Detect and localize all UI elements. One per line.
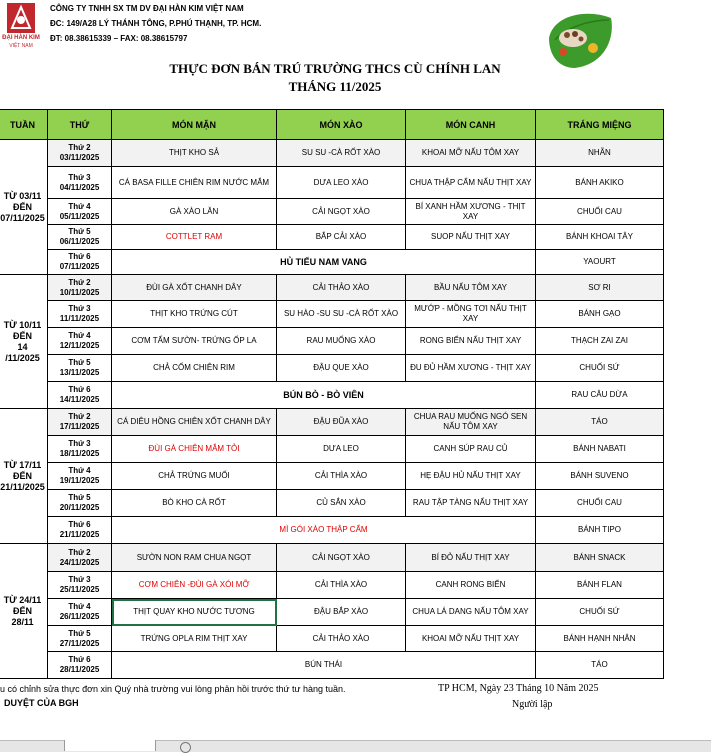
week-label: 21/11/2025 xyxy=(0,481,45,492)
table-row xyxy=(0,517,664,544)
soup-cell[interactable]: CANH SÚP RAU CỦ xyxy=(406,436,536,463)
dessert-cell[interactable]: TÁO xyxy=(536,409,664,436)
main-dish-cell[interactable]: THỊT KHO TRỨNG CÚT xyxy=(112,301,277,328)
day-cell[interactable]: Thứ 3 25/11/2025 xyxy=(48,572,112,599)
sheet-tab-bar xyxy=(0,740,711,752)
week-cell[interactable] xyxy=(0,140,48,275)
soup-cell[interactable]: CHUA LÁ DANG NẤU TÔM XAY xyxy=(406,599,536,626)
dessert-cell[interactable]: BÁNH SUVENO xyxy=(536,463,664,490)
col-header-dessert[interactable]: TRÁNG MIỆNG xyxy=(536,110,664,140)
dessert-cell[interactable]: BÁNH AKIKO xyxy=(536,167,664,199)
dessert-cell[interactable]: CHUỐI CAU xyxy=(536,490,664,517)
table-row xyxy=(0,275,664,301)
stirfry-cell[interactable]: CẢI NGỌT XÀO xyxy=(277,199,406,225)
stirfry-cell[interactable]: ĐẬU ĐŨA XÀO xyxy=(277,409,406,436)
table-row xyxy=(0,652,664,679)
day-cell[interactable]: Thứ 5 06/11/2025 xyxy=(48,225,112,250)
place-date: TP HCM, Ngày 23 Tháng 10 Năm 2025 xyxy=(438,683,599,694)
page-title: THỰC ĐƠN BÁN TRÚ TRƯỜNG THCS CÙ CHÍNH LAN xyxy=(169,61,501,76)
soup-cell[interactable]: CHUA THẬP CẨM NẤU THỊT XAY xyxy=(406,167,536,199)
page-subtitle: THÁNG 11/2025 xyxy=(288,79,382,94)
day-cell[interactable]: Thứ 6 14/11/2025 xyxy=(48,382,112,409)
day-cell[interactable]: Thứ 2 24/11/2025 xyxy=(48,544,112,572)
day-cell[interactable]: Thứ 6 28/11/2025 xyxy=(48,652,112,679)
dessert-cell[interactable]: CHUỐI SỨ xyxy=(536,355,664,382)
week-label: ĐẾN xyxy=(12,605,32,616)
soup-cell[interactable]: KHOAI MỠ NẤU THỊT XAY xyxy=(406,626,536,652)
soup-cell[interactable]: BÍ XANH HẦM XƯƠNG - THỊT XAY xyxy=(406,199,536,225)
week-label: 14 xyxy=(17,341,28,352)
dessert-cell[interactable]: CHUỐI SỨ xyxy=(536,599,664,626)
stirfry-cell[interactable]: CẢI THÌA XÀO xyxy=(277,572,406,599)
col-header-week[interactable]: TUẦN xyxy=(0,110,48,140)
table-row xyxy=(0,355,664,382)
week-label: TỪ 10/11 xyxy=(3,319,42,330)
week-label: TỪ 17/11 xyxy=(3,459,42,470)
day-cell[interactable]: Thứ 5 27/11/2025 xyxy=(48,626,112,652)
main-dish-cell[interactable]: THỊT KHO SẢ xyxy=(112,140,277,167)
header-row xyxy=(0,110,664,140)
day-cell[interactable]: Thứ 3 18/11/2025 xyxy=(48,436,112,463)
stirfry-cell[interactable]: SU HÀO -SU SU -CÀ RỐT XÀO xyxy=(277,301,406,328)
day-cell[interactable]: Thứ 4 12/11/2025 xyxy=(48,328,112,355)
day-cell[interactable]: Thứ 4 05/11/2025 xyxy=(48,199,112,225)
soup-cell[interactable]: RAU TẬP TÀNG NẤU THỊT XAY xyxy=(406,490,536,517)
stirfry-cell[interactable]: ĐẬU QUE XÀO xyxy=(277,355,406,382)
stirfry-cell[interactable]: DƯA LEO xyxy=(277,436,406,463)
dessert-cell[interactable]: CHUỐI CAU xyxy=(536,199,664,225)
merged-meal-cell[interactable]: MÌ GÓI XÀO THẬP CẨM xyxy=(112,517,536,544)
stirfry-cell[interactable]: BẮP CẢI XÀO xyxy=(277,225,406,250)
dessert-cell[interactable]: NHÃN xyxy=(536,140,664,167)
main-dish-cell[interactable]: CHẢ TRỨNG MUỐI xyxy=(112,463,277,490)
stirfry-cell[interactable]: DƯA LEO XÀO xyxy=(277,167,406,199)
week-cell[interactable] xyxy=(0,275,48,409)
dessert-cell[interactable]: SƠ RI xyxy=(536,275,664,301)
stirfry-cell[interactable]: CẢI NGỌT XÀO xyxy=(277,544,406,572)
stirfry-cell[interactable]: CẢI THÌA XÀO xyxy=(277,463,406,490)
merged-meal-cell[interactable]: BÚN THÁI xyxy=(112,652,536,679)
merged-meal-cell[interactable]: HỦ TIẾU NAM VANG xyxy=(112,250,536,275)
week-label: ĐẾN xyxy=(12,201,32,212)
soup-cell[interactable]: HẸ ĐẬU HỦ NẤU THỊT XAY xyxy=(406,463,536,490)
table-row xyxy=(0,490,664,517)
sheet-tab[interactable] xyxy=(64,740,156,751)
week-cell[interactable] xyxy=(0,544,48,679)
soup-cell[interactable]: RONG BIỂN NẤU THỊT XAY xyxy=(406,328,536,355)
soup-cell[interactable]: SUOP NẤU THỊT XAY xyxy=(406,225,536,250)
week-label: TỪ 24/11 xyxy=(3,594,42,605)
table-row xyxy=(0,140,664,167)
soup-cell[interactable]: KHOAI MỠ NẤU TÔM XAY xyxy=(406,140,536,167)
stirfry-cell[interactable]: SU SU -CÀ RỐT XÀO xyxy=(277,140,406,167)
main-dish-cell[interactable]: CÁ DIÊU HỒNG CHIÊN XỐT CHANH DÂY xyxy=(112,409,277,436)
week-label: TỪ 03/11 xyxy=(3,190,42,201)
week-cell[interactable] xyxy=(0,409,48,544)
logo-text-1: ĐẠI HÀN KIM xyxy=(2,35,40,41)
stirfry-cell[interactable]: CỦ SẮN XÀO xyxy=(277,490,406,517)
table-row xyxy=(0,225,664,250)
col-header-day[interactable]: THỨ xyxy=(48,110,112,140)
day-cell[interactable]: Thứ 3 11/11/2025 xyxy=(48,301,112,328)
dessert-cell[interactable]: BÁNH HẠNH NHÂN xyxy=(536,626,664,652)
day-cell[interactable]: Thứ 5 13/11/2025 xyxy=(48,355,112,382)
day-cell[interactable]: Thứ 4 19/11/2025 xyxy=(48,463,112,490)
soup-cell[interactable]: CANH RONG BIỂN xyxy=(406,572,536,599)
main-dish-cell[interactable]: CƠM CHIÊN -ĐÙI GÀ XÓI MỠ xyxy=(112,572,277,599)
dessert-cell[interactable]: BÁNH KHOAI TÂY xyxy=(536,225,664,250)
dessert-cell[interactable]: BÁNH GẠO xyxy=(536,301,664,328)
main-dish-cell[interactable]: BÒ KHO CÀ RỐT xyxy=(112,490,277,517)
logo-mark-icon xyxy=(6,2,36,34)
dessert-cell[interactable]: THẠCH ZAI ZAI xyxy=(536,328,664,355)
company-logo xyxy=(0,0,42,54)
logo-text-2: VIỆT NAM xyxy=(9,43,33,49)
table-row xyxy=(0,626,664,652)
week-label: /11/2025 xyxy=(5,352,40,363)
table-row xyxy=(0,382,664,409)
feedback-note: u có chỉnh sửa thực đơn xin Quý nhà trường vui lòng phản hồi trước thứ tư hàng tuần. xyxy=(0,684,346,694)
table-row xyxy=(0,572,664,599)
document-header xyxy=(0,0,711,108)
week-label: ĐẾN xyxy=(12,330,32,341)
week-label: 07/11/2025 xyxy=(0,212,45,223)
menu-table xyxy=(0,109,664,679)
company-address: ĐC: 149/A28 LÝ THÁNH TÔNG, P.PHÚ THẠNH, TP. HCM. xyxy=(50,19,262,28)
stirfry-cell[interactable]: ĐẬU BẮP XÀO xyxy=(277,599,406,626)
col-header-soup[interactable]: MÓN CANH xyxy=(406,110,536,140)
company-name: CÔNG TY TNHH SX TM DV ĐẠI HÀN KIM VIỆT NAM xyxy=(50,4,244,13)
stirfry-cell[interactable]: CẢI THẢO XÀO xyxy=(277,626,406,652)
main-dish-cell[interactable]: SƯỜN NON RAM CHUA NGỌT xyxy=(112,544,277,572)
main-dish-cell[interactable]: CHẢ CỐM CHIÊN RIM xyxy=(112,355,277,382)
table-row xyxy=(0,409,664,436)
day-cell[interactable]: Thứ 2 17/11/2025 xyxy=(48,409,112,436)
table-row xyxy=(0,199,664,225)
preparer-label: Người lập xyxy=(512,699,553,710)
main-dish-cell[interactable]: ĐÙI GÀ XỐT CHANH DÂY xyxy=(112,275,277,301)
soup-cell[interactable]: BẦU NẤU TÔM XAY xyxy=(406,275,536,301)
main-dish-cell-selected[interactable]: THỊT QUAY KHO NƯỚC TƯƠNG xyxy=(112,599,277,626)
stirfry-cell[interactable]: CẢI THẢO XÀO xyxy=(277,275,406,301)
day-cell[interactable]: Thứ 5 20/11/2025 xyxy=(48,490,112,517)
main-dish-cell[interactable]: COTTLET RAM xyxy=(112,225,277,250)
table-row xyxy=(0,436,664,463)
main-dish-cell[interactable]: TRỨNG OPLA RIM THỊT XAY xyxy=(112,626,277,652)
table-row xyxy=(0,463,664,490)
table-row xyxy=(0,301,664,328)
dessert-cell[interactable]: YAOURT xyxy=(536,250,664,275)
add-sheet-icon[interactable] xyxy=(180,742,191,753)
week-label: ĐẾN xyxy=(12,470,32,481)
day-cell[interactable]: Thứ 2 10/11/2025 xyxy=(48,275,112,301)
merged-meal-cell[interactable]: BÚN BÒ - BÒ VIÊN xyxy=(112,382,536,409)
dessert-cell[interactable]: BÁNH SNACK xyxy=(536,544,664,572)
main-dish-cell[interactable]: CƠM TẤM SƯỜN- TRỨNG ỐP LA xyxy=(112,328,277,355)
col-header-stirfry[interactable]: MÓN XÀO xyxy=(277,110,406,140)
col-header-main[interactable]: MÓN MẶN xyxy=(112,110,277,140)
stirfry-cell[interactable]: RAU MUỐNG XÀO xyxy=(277,328,406,355)
soup-cell[interactable]: BÍ ĐỎ NẤU THỊT XAY xyxy=(406,544,536,572)
soup-cell[interactable]: ĐU ĐỦ HẦM XƯƠNG - THỊT XAY xyxy=(406,355,536,382)
day-cell[interactable]: Thứ 6 21/11/2025 xyxy=(48,517,112,544)
soup-cell[interactable]: MƯỚP - MỒNG TƠI NẤU THỊT XAY xyxy=(406,301,536,328)
table-row xyxy=(0,250,664,275)
main-dish-cell[interactable]: ĐÙI GÀ CHIÊN MẮM TỎI xyxy=(112,436,277,463)
approval-label: DUYỆT CỦA BGH xyxy=(4,698,79,708)
table-row xyxy=(0,167,664,199)
table-row xyxy=(0,328,664,355)
dessert-cell[interactable]: RAU CÂU DỪA xyxy=(536,382,664,409)
dessert-cell[interactable]: TÁO xyxy=(536,652,664,679)
table-row xyxy=(0,544,664,572)
table-row xyxy=(0,599,664,626)
day-cell[interactable]: Thứ 6 07/11/2025 xyxy=(48,250,112,275)
day-cell[interactable]: Thứ 3 04/11/2025 xyxy=(48,167,112,199)
main-dish-cell[interactable]: CÁ BASA FILLE CHIÊN RIM NƯỚC MẮM xyxy=(112,167,277,199)
dessert-cell[interactable]: BÁNH NABATI xyxy=(536,436,664,463)
day-cell[interactable]: Thứ 4 26/11/2025 xyxy=(48,599,112,626)
main-dish-cell[interactable]: GÀ XÀO LĂN xyxy=(112,199,277,225)
soup-cell[interactable]: CHUA RAU MUỐNG NGÓ SEN NẤU TÔM XAY xyxy=(406,409,536,436)
dessert-cell[interactable]: BÁNH FLAN xyxy=(536,572,664,599)
dessert-cell[interactable]: BÁNH TIPO xyxy=(536,517,664,544)
week-label: 28/11 xyxy=(11,616,34,627)
company-phone: ĐT: 08.38615339 – FAX: 08.38615797 xyxy=(50,34,188,43)
day-cell[interactable]: Thứ 2 03/11/2025 xyxy=(48,140,112,167)
